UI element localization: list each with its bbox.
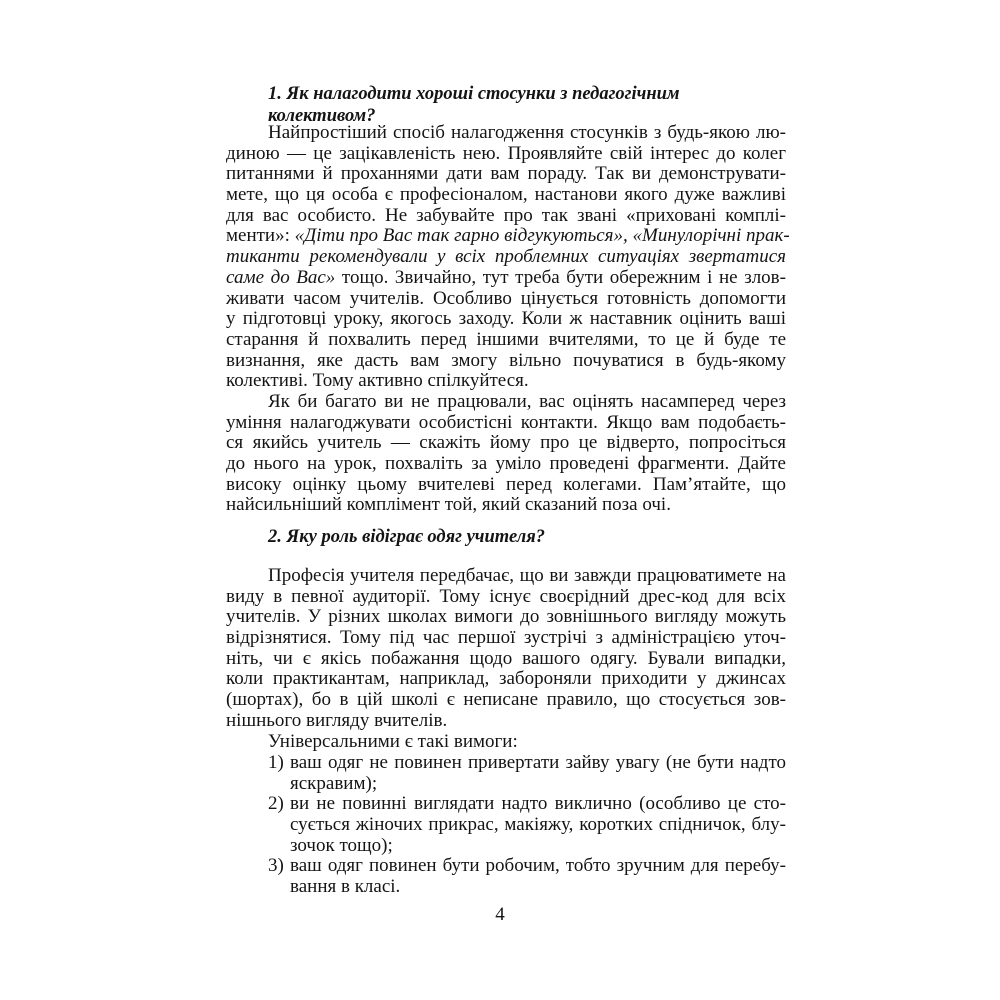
text-line: Як би багато ви не працювали, вас оцінять насамперед через	[268, 391, 786, 412]
text-line: відрізнятися. Тому під час першої зустрічі з адміністрацією уточ-	[226, 627, 786, 649]
section-2-paragraph-1	[226, 566, 786, 732]
text-line: визнання, яке дасть вам змогу вільно почуватися в будь-якому	[226, 349, 786, 371]
text-line: ніть, чи є якісь побажання щодо вашого одягу. Бували випадки,	[226, 647, 786, 669]
text-line: живати часом учителів. Особливо цінується готовність допомогти	[226, 287, 786, 309]
text-line: високу оцінку цьому вчителеві перед колегами. Пам’ятайте, що	[226, 473, 786, 495]
list-item	[268, 753, 786, 794]
section-1-paragraph-2	[226, 392, 786, 516]
text-run: ви не повинні виглядати надто виклично (особливо це сто-	[290, 793, 786, 815]
italic-quote: саме до Вас»	[226, 266, 336, 288]
list-intro	[226, 732, 786, 753]
text-line	[226, 268, 786, 289]
text-line: Професія учителя передбачає, що ви завжди працюватимете на	[268, 565, 786, 586]
text-line: коли практикантам, наприклад, забороняли приходити у джинсах	[226, 668, 786, 690]
text-line: нішнього вигляду вчителів.	[226, 709, 448, 731]
text-line: найсильніший комплімент той, який сказаний поза очі.	[226, 494, 671, 516]
text-line: для вас особисто. Не забувайте про так звані «приховані комплі-	[226, 204, 786, 226]
text-line: виду в певної аудиторії. Тому існує своєрідний дрес-код для всіх	[226, 585, 786, 607]
text-line: ся якийсь учитель — скажіть йому про це відверто, попросіться	[226, 432, 786, 454]
text-line: Найпростіший спосіб налагодження стосунків з будь-якою лю-	[268, 122, 786, 143]
text-line: уміння налагоджувати особистісні контакти. Якщо вам подобаєть-	[226, 411, 786, 433]
list-item	[268, 794, 786, 856]
text-run: менти»:	[226, 225, 295, 247]
list-number: 1)	[268, 752, 284, 773]
text-line: сується жіночих прикрас, макіяжу, коротких спідничок, блу-	[290, 814, 786, 836]
italic-quote: «Діти про Вас так гарно відгукуються», «Минулорічні прак-	[294, 225, 790, 247]
text-line: у підготовці уроку, якогось заходу. Коли ж наставник оцінить ваші	[226, 308, 786, 330]
text-line	[268, 856, 786, 877]
text-line: учителів. У різних школах вимоги до зовнішнього вигляду можуть	[226, 606, 786, 628]
text-line	[268, 753, 786, 774]
text-line: до нього на урок, похваліть за уміло проведені фрагменти. Дайте	[226, 453, 786, 475]
list-item	[268, 856, 786, 897]
text-line: старання й похвалить перед іншими вчителями, то це й буде те	[226, 328, 786, 350]
text-line: вання в класі.	[290, 876, 401, 898]
text-run: тощо. Звичайно, тут треба бути обережним і не злов-	[335, 266, 786, 288]
text-line: колективі. Тому активно спілкуйтеся.	[226, 370, 529, 392]
requirements-list	[268, 753, 786, 898]
text-line	[226, 225, 790, 247]
page-number: 4	[495, 904, 505, 925]
section-2-heading: 2. Яку роль відіграє одяг учителя?	[268, 527, 545, 547]
text-line: яскравим);	[290, 772, 378, 794]
text-line: питаннями й проханнями дати вам пораду. Так ви демонструвати-	[226, 163, 786, 185]
text-line: (шортах), бо в цій школі є неписане правило, що стосується зов-	[226, 689, 786, 711]
text-line: Універсальними є такі вимоги:	[268, 731, 518, 752]
list-number: 3)	[268, 855, 284, 877]
section-1-paragraph-1	[226, 122, 790, 392]
text-run: ваш одяг не повинен привертати зайву увагу (не бути надто	[290, 752, 786, 773]
text-line: зочок тощо);	[290, 834, 393, 856]
list-number: 2)	[268, 793, 284, 815]
section-1-heading: 1. Як налагодити хороші стосунки з педагогічним колективом?	[268, 84, 680, 126]
text-line: диною — це зацікавленість нею. Проявляйте свій інтерес до колег	[226, 142, 786, 164]
italic-quote-line: тиканти рекомендували у всіх проблемних ситуаціях звертатися	[226, 246, 786, 268]
text-run: ваш одяг повинен бути робочим, тобто зручним для перебу-	[290, 855, 786, 877]
text-line: мете, що ця особа є професіоналом, настанови якого дуже важливі	[226, 184, 786, 206]
text-line	[268, 794, 786, 815]
